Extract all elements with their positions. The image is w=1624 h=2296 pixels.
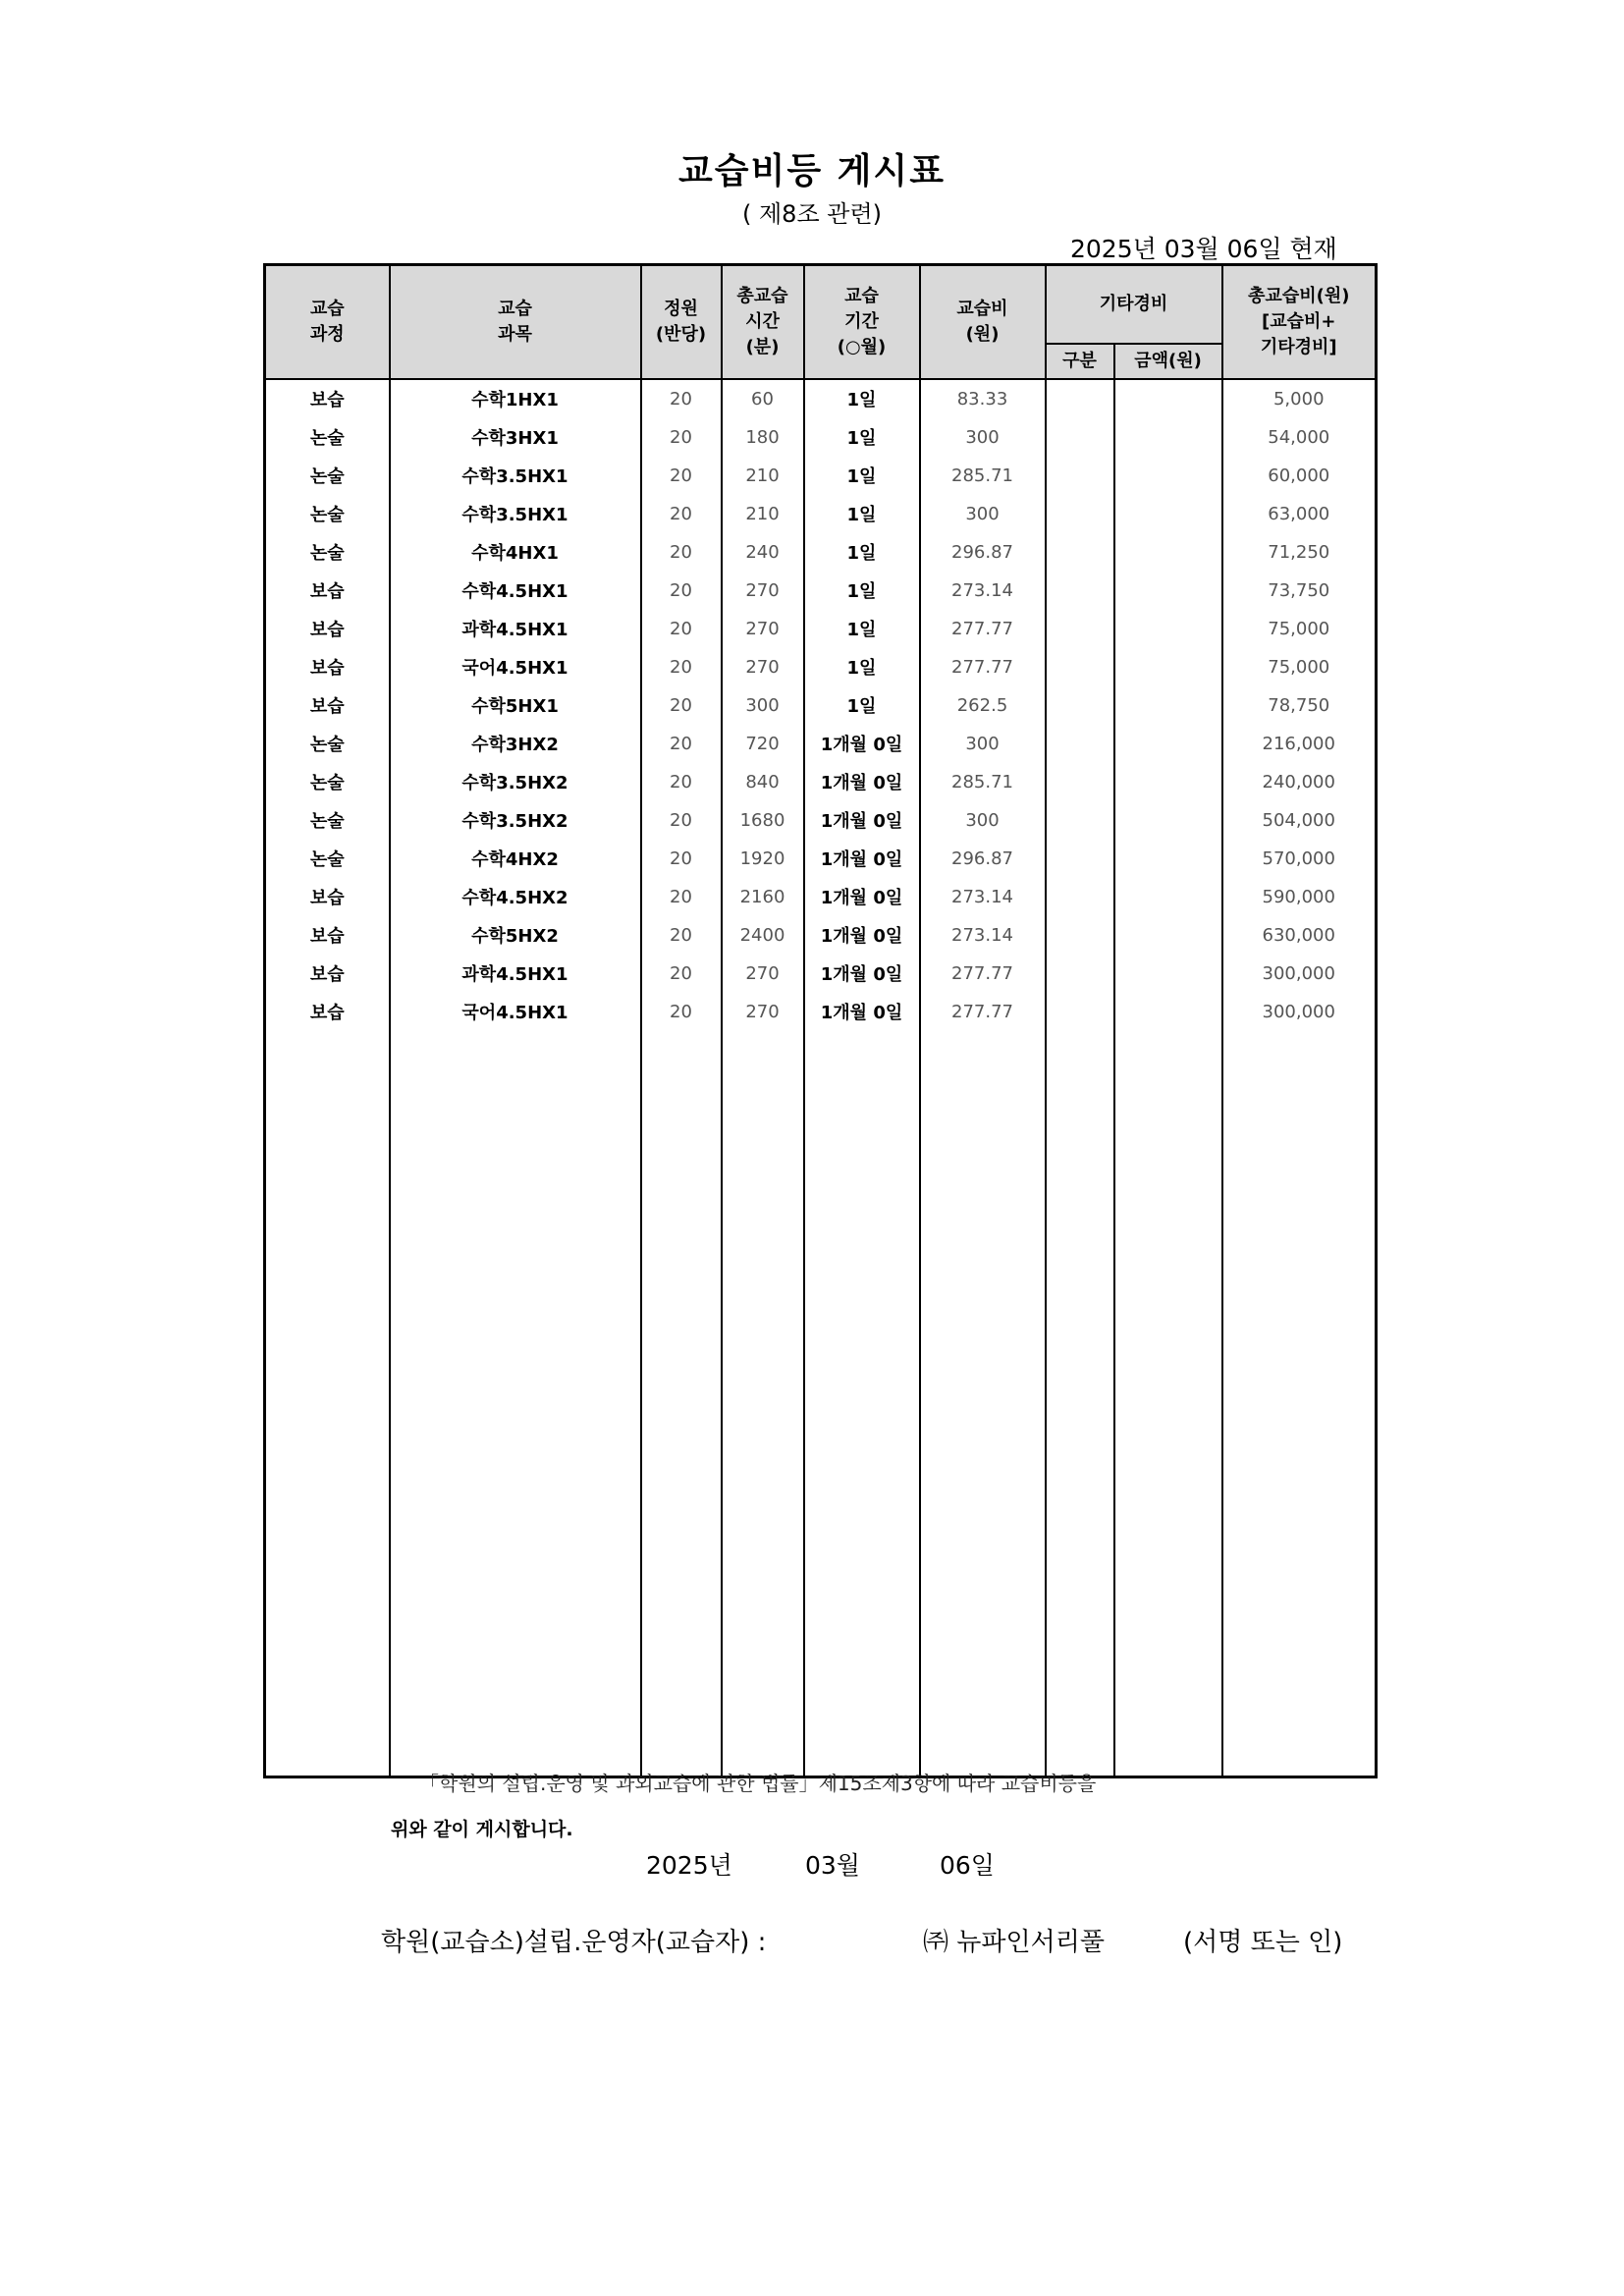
header-other-expenses: 기타경비 xyxy=(1046,265,1222,344)
cell-period: 1일 xyxy=(804,686,920,725)
cell-other-amount xyxy=(1114,801,1222,840)
cell-total-fee: 71,250 xyxy=(1222,533,1377,572)
cell-total-fee: 300,000 xyxy=(1222,955,1377,993)
cell-other-amount xyxy=(1114,725,1222,763)
header-other-type: 구분 xyxy=(1046,344,1114,379)
cell-total-time: 2400 xyxy=(722,916,804,955)
cell-total-time: 1680 xyxy=(722,801,804,840)
table-filler-row xyxy=(265,1031,1377,1777)
cell-subject: 수학4.5HX1 xyxy=(390,572,641,610)
cell-other-amount xyxy=(1114,610,1222,648)
cell-fee: 296.87 xyxy=(920,840,1046,878)
cell-course: 논술 xyxy=(265,457,390,495)
cell-period: 1개월 0일 xyxy=(804,725,920,763)
cell-fee: 300 xyxy=(920,725,1046,763)
cell-other-amount xyxy=(1114,495,1222,533)
cell-other-amount xyxy=(1114,686,1222,725)
header-period-line3: (○월) xyxy=(837,336,887,357)
signature-label: (서명 또는 인) xyxy=(1183,1928,1343,1957)
cell-capacity: 20 xyxy=(641,533,722,572)
cell-fee: 273.14 xyxy=(920,572,1046,610)
cell-capacity: 20 xyxy=(641,725,722,763)
cell-total-time: 300 xyxy=(722,686,804,725)
document-subtitle: ( 제8조 관련) xyxy=(742,200,882,228)
cell-subject: 수학3HX1 xyxy=(390,418,641,457)
cell-capacity: 20 xyxy=(641,418,722,457)
cell-total-time: 210 xyxy=(722,457,804,495)
cell-total-fee: 504,000 xyxy=(1222,801,1377,840)
header-course-line2: 과정 xyxy=(309,323,345,345)
cell-capacity: 20 xyxy=(641,878,722,916)
header-total-time-line3: (분) xyxy=(745,336,780,357)
cell-period: 1개월 0일 xyxy=(804,801,920,840)
cell-other-amount xyxy=(1114,648,1222,686)
cell-subject: 수학3.5HX1 xyxy=(390,495,641,533)
cell-capacity: 20 xyxy=(641,686,722,725)
cell-total-time: 720 xyxy=(722,725,804,763)
cell-subject: 수학3HX2 xyxy=(390,725,641,763)
cell-fee: 285.71 xyxy=(920,763,1046,801)
cell-course: 보습 xyxy=(265,993,390,1031)
cell-other-amount xyxy=(1114,840,1222,878)
header-total-time-line2: 시간 xyxy=(745,310,780,332)
cell-other-type xyxy=(1046,457,1114,495)
cell-course: 보습 xyxy=(265,379,390,418)
table-row xyxy=(265,418,1377,457)
cell-subject: 수학4.5HX2 xyxy=(390,878,641,916)
cell-total-time: 1920 xyxy=(722,840,804,878)
header-fee xyxy=(920,265,1046,379)
cell-total-fee: 590,000 xyxy=(1222,878,1377,916)
as-of-date: 2025년 03월 06일 현재 xyxy=(1070,235,1337,263)
cell-total-time: 270 xyxy=(722,955,804,993)
cell-capacity: 20 xyxy=(641,763,722,801)
cell-other-type xyxy=(1046,533,1114,572)
table-row xyxy=(265,379,1377,418)
header-total-fee-line3: 기타경비] xyxy=(1260,336,1337,357)
header-subject-line2: 과목 xyxy=(498,323,532,345)
header-total-time xyxy=(722,265,804,379)
cell-capacity: 20 xyxy=(641,610,722,648)
cell-fee: 273.14 xyxy=(920,878,1046,916)
cell-course: 논술 xyxy=(265,418,390,457)
cell-course: 논술 xyxy=(265,495,390,533)
cell-total-fee: 63,000 xyxy=(1222,495,1377,533)
cell-other-type xyxy=(1046,686,1114,725)
cell-total-time: 840 xyxy=(722,763,804,801)
cell-period: 1개월 0일 xyxy=(804,993,920,1031)
cell-fee: 277.77 xyxy=(920,610,1046,648)
cell-period: 1개월 0일 xyxy=(804,916,920,955)
cell-fee: 300 xyxy=(920,801,1046,840)
cell-subject: 국어4.5HX1 xyxy=(390,993,641,1031)
cell-fee: 300 xyxy=(920,418,1046,457)
cell-fee: 285.71 xyxy=(920,457,1046,495)
cell-period: 1일 xyxy=(804,418,920,457)
cell-course: 논술 xyxy=(265,725,390,763)
cell-other-amount xyxy=(1114,572,1222,610)
cell-fee: 277.77 xyxy=(920,993,1046,1031)
cell-other-amount xyxy=(1114,916,1222,955)
header-course xyxy=(265,265,390,379)
table-row xyxy=(265,878,1377,916)
cell-other-amount xyxy=(1114,878,1222,916)
header-capacity xyxy=(641,265,722,379)
cell-other-type xyxy=(1046,993,1114,1031)
table-row xyxy=(265,610,1377,648)
cell-capacity: 20 xyxy=(641,993,722,1031)
cell-subject: 수학4HX1 xyxy=(390,533,641,572)
cell-capacity: 20 xyxy=(641,801,722,840)
footer-date-month: 03월 xyxy=(805,1851,860,1880)
header-period-line2: 기간 xyxy=(844,310,879,332)
cell-fee: 300 xyxy=(920,495,1046,533)
table-body xyxy=(265,379,1377,1777)
cell-subject: 수학4HX2 xyxy=(390,840,641,878)
table-row xyxy=(265,801,1377,840)
cell-total-time: 270 xyxy=(722,648,804,686)
cell-subject: 수학5HX2 xyxy=(390,916,641,955)
cell-other-type xyxy=(1046,648,1114,686)
fee-table xyxy=(263,263,1378,1778)
cell-capacity: 20 xyxy=(641,457,722,495)
header-total-fee-line2: [교습비+ xyxy=(1262,310,1336,332)
document-title: 교습비등 게시표 xyxy=(678,151,946,191)
law-reference-text: 「학원의 설립.운영 및 과외교습에 관한 법률」제15조제3항에 따라 교습비등을 xyxy=(419,1772,1097,1795)
table-row xyxy=(265,763,1377,801)
cell-capacity: 20 xyxy=(641,495,722,533)
table-row xyxy=(265,840,1377,878)
cell-other-type xyxy=(1046,418,1114,457)
cell-other-amount xyxy=(1114,457,1222,495)
header-total-time-line1: 총교습 xyxy=(736,285,788,306)
cell-period: 1개월 0일 xyxy=(804,840,920,878)
cell-total-fee: 5,000 xyxy=(1222,379,1377,418)
table-row xyxy=(265,955,1377,993)
cell-other-type xyxy=(1046,955,1114,993)
cell-capacity: 20 xyxy=(641,572,722,610)
cell-other-type xyxy=(1046,840,1114,878)
cell-other-type xyxy=(1046,495,1114,533)
cell-total-time: 2160 xyxy=(722,878,804,916)
cell-other-amount xyxy=(1114,993,1222,1031)
cell-capacity: 20 xyxy=(641,955,722,993)
header-total-fee-line1: 총교습비(원) xyxy=(1248,285,1350,306)
cell-course: 보습 xyxy=(265,916,390,955)
cell-total-fee: 75,000 xyxy=(1222,610,1377,648)
footer-date-day: 06일 xyxy=(940,1851,995,1880)
cell-subject: 과학4.5HX1 xyxy=(390,610,641,648)
cell-other-amount xyxy=(1114,533,1222,572)
cell-subject: 과학4.5HX1 xyxy=(390,955,641,993)
cell-total-time: 270 xyxy=(722,572,804,610)
cell-subject: 수학1HX1 xyxy=(390,379,641,418)
cell-other-type xyxy=(1046,572,1114,610)
cell-course: 논술 xyxy=(265,801,390,840)
cell-total-fee: 570,000 xyxy=(1222,840,1377,878)
header-period-line1: 교습 xyxy=(844,285,879,306)
cell-course: 보습 xyxy=(265,955,390,993)
cell-course: 논술 xyxy=(265,840,390,878)
table-row xyxy=(265,457,1377,495)
table-row xyxy=(265,916,1377,955)
cell-period: 1개월 0일 xyxy=(804,878,920,916)
cell-total-fee: 54,000 xyxy=(1222,418,1377,457)
cell-capacity: 20 xyxy=(641,379,722,418)
cell-other-amount xyxy=(1114,763,1222,801)
cell-total-time: 60 xyxy=(722,379,804,418)
table-header xyxy=(265,265,1377,379)
cell-subject: 수학3.5HX2 xyxy=(390,801,641,840)
cell-other-amount xyxy=(1114,418,1222,457)
cell-period: 1일 xyxy=(804,572,920,610)
cell-capacity: 20 xyxy=(641,648,722,686)
cell-other-type xyxy=(1046,801,1114,840)
cell-total-fee: 78,750 xyxy=(1222,686,1377,725)
cell-total-fee: 73,750 xyxy=(1222,572,1377,610)
header-capacity-line2: (반당) xyxy=(655,323,707,345)
cell-capacity: 20 xyxy=(641,916,722,955)
cell-period: 1개월 0일 xyxy=(804,763,920,801)
cell-fee: 277.77 xyxy=(920,648,1046,686)
header-fee-line2: (원) xyxy=(965,323,1000,345)
cell-other-type xyxy=(1046,878,1114,916)
cell-fee: 83.33 xyxy=(920,379,1046,418)
table-row xyxy=(265,686,1377,725)
cell-period: 1일 xyxy=(804,379,920,418)
cell-course: 보습 xyxy=(265,878,390,916)
cell-course: 보습 xyxy=(265,610,390,648)
cell-total-fee: 60,000 xyxy=(1222,457,1377,495)
header-capacity-line1: 정원 xyxy=(664,298,698,319)
cell-total-fee: 300,000 xyxy=(1222,993,1377,1031)
cell-other-type xyxy=(1046,610,1114,648)
table-row xyxy=(265,572,1377,610)
cell-course: 논술 xyxy=(265,533,390,572)
header-total-fee xyxy=(1222,265,1377,379)
cell-period: 1일 xyxy=(804,495,920,533)
header-subject-line1: 교습 xyxy=(498,298,532,319)
header-other-amount: 금액(원) xyxy=(1114,344,1222,379)
cell-other-type xyxy=(1046,725,1114,763)
table-row xyxy=(265,993,1377,1031)
cell-total-fee: 75,000 xyxy=(1222,648,1377,686)
cell-course: 보습 xyxy=(265,572,390,610)
table-row xyxy=(265,648,1377,686)
cell-fee: 273.14 xyxy=(920,916,1046,955)
cell-other-type xyxy=(1046,763,1114,801)
cell-total-time: 270 xyxy=(722,993,804,1031)
table-row xyxy=(265,725,1377,763)
cell-other-amount xyxy=(1114,955,1222,993)
cell-period: 1일 xyxy=(804,457,920,495)
operator-name: ㈜ 뉴파인서리풀 xyxy=(923,1928,1105,1957)
cell-subject: 국어4.5HX1 xyxy=(390,648,641,686)
table-row xyxy=(265,495,1377,533)
operator-label: 학원(교습소)설립.운영자(교습자) : xyxy=(381,1928,767,1957)
cell-subject: 수학5HX1 xyxy=(390,686,641,725)
cell-other-amount xyxy=(1114,379,1222,418)
header-subject xyxy=(390,265,641,379)
cell-course: 논술 xyxy=(265,763,390,801)
cell-fee: 277.77 xyxy=(920,955,1046,993)
header-period xyxy=(804,265,920,379)
cell-course: 보습 xyxy=(265,686,390,725)
cell-fee: 262.5 xyxy=(920,686,1046,725)
cell-fee: 296.87 xyxy=(920,533,1046,572)
cell-total-fee: 630,000 xyxy=(1222,916,1377,955)
header-fee-line1: 교습비 xyxy=(956,298,1008,319)
cell-total-fee: 240,000 xyxy=(1222,763,1377,801)
header-course-line1: 교습 xyxy=(309,298,345,319)
cell-subject: 수학3.5HX1 xyxy=(390,457,641,495)
table-row xyxy=(265,533,1377,572)
cell-total-time: 240 xyxy=(722,533,804,572)
cell-period: 1일 xyxy=(804,610,920,648)
cell-period: 1일 xyxy=(804,648,920,686)
cell-other-type xyxy=(1046,916,1114,955)
cell-total-time: 210 xyxy=(722,495,804,533)
cell-period: 1개월 0일 xyxy=(804,955,920,993)
cell-total-time: 270 xyxy=(722,610,804,648)
cell-total-fee: 216,000 xyxy=(1222,725,1377,763)
posting-notice-text: 위와 같이 게시합니다. xyxy=(391,1819,573,1840)
cell-capacity: 20 xyxy=(641,840,722,878)
cell-total-time: 180 xyxy=(722,418,804,457)
cell-other-type xyxy=(1046,379,1114,418)
cell-subject: 수학3.5HX2 xyxy=(390,763,641,801)
cell-period: 1일 xyxy=(804,533,920,572)
cell-course: 보습 xyxy=(265,648,390,686)
footer-date-year: 2025년 xyxy=(646,1851,732,1880)
